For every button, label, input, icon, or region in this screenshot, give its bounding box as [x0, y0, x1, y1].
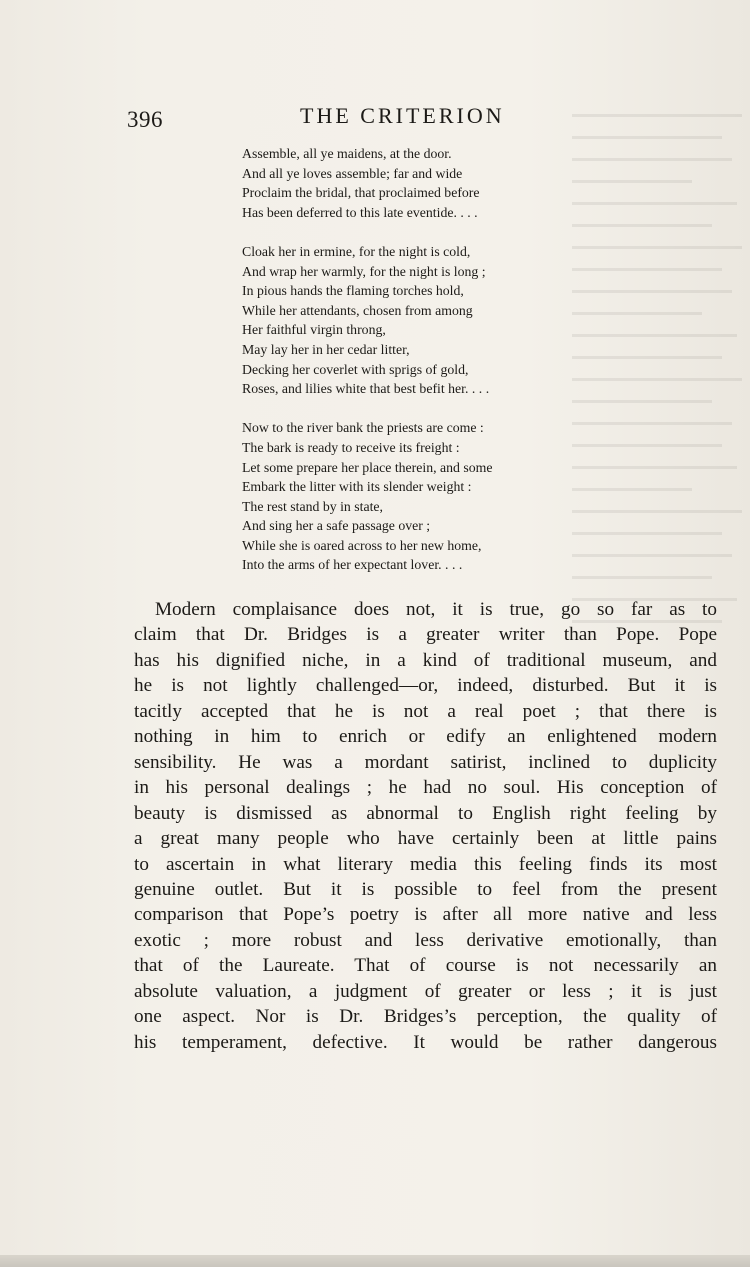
prose-line: exotic ; more robust and less derivative emotionally, than: [134, 929, 717, 951]
prose-line: claim that Dr. Bridges is a greater writer than Pope. Pope: [134, 624, 717, 646]
verse-line: Assemble, all ye maidens, at the door.: [242, 146, 452, 161]
prose-line: nothing in him to enrich or edify an enlightened modern: [134, 726, 717, 748]
body-paragraph: [134, 597, 717, 1055]
poem-stanza: [242, 418, 642, 575]
verse-line: Her faithful virgin throng,: [242, 322, 386, 338]
verse-line: The bark is ready to receive its freight :: [242, 439, 460, 455]
verse-line: Embark the litter with its slender weight :: [242, 479, 472, 495]
prose-line: a great many people who have certainly been at little pains: [134, 828, 717, 850]
page-header: [127, 103, 717, 135]
prose-line: he is not lightly challenged—or, indeed, disturbed. But it is: [134, 675, 717, 697]
prose-line: to ascertain in what literary media this feeling finds its most: [134, 853, 717, 875]
prose-line: sensibility. He was a mordant satirist, inclined to duplicity: [134, 751, 717, 773]
verse-line: And sing her a safe passage over ;: [242, 518, 431, 534]
verse-line: Cloak her in ermine, for the night is cold,: [242, 243, 471, 259]
prose-line: has his dignified niche, in a kind of traditional museum, and: [134, 649, 717, 671]
poem-stanza: [242, 144, 642, 222]
page-bottom-edge: [0, 1255, 750, 1267]
verse-line: Now to the river bank the priests are come :: [242, 420, 484, 436]
prose-line: absolute valuation, a judgment of greater or less ; it is just: [134, 980, 717, 1002]
verse-quotation: [242, 144, 642, 575]
prose-line: his temperament, defective. It would be rather dangerous: [134, 1031, 717, 1053]
verse-line: While she is oared across to her new home,: [242, 537, 482, 553]
page-number: 396: [127, 107, 163, 132]
prose-line: Modern complaisance does not, it is true, go so far as to: [155, 599, 717, 620]
verse-line: Has been deferred to this late eventide. . . .: [242, 204, 478, 220]
verse-line: May lay her in her cedar litter,: [242, 341, 410, 357]
verse-line: While her attendants, chosen from among: [242, 302, 473, 318]
prose-line: one aspect. Nor is Dr. Bridges’s perception, the quality of: [134, 1006, 717, 1028]
prose-line: in his personal dealings ; he had no soul. His conception of: [134, 777, 717, 799]
verse-line: And all ye loves assemble; far and wide: [242, 165, 463, 181]
verse-line: And wrap her warmly, for the night is long ;: [242, 263, 486, 279]
verse-line: Decking her coverlet with sprigs of gold,: [242, 361, 469, 377]
running-head: THE CRITERION: [300, 103, 505, 128]
prose-line: beauty is dismissed as abnormal to English right feeling by: [134, 802, 717, 824]
verse-line: Roses, and lilies white that best befit her. . . .: [242, 381, 490, 397]
verse-line: Let some prepare her place therein, and some: [242, 459, 493, 475]
prose-line: tacitly accepted that he is not a real poet ; that there is: [134, 700, 717, 722]
prose-line: genuine outlet. But it is possible to feel from the present: [134, 878, 717, 900]
prose-line: comparison that Pope’s poetry is after all more native and less: [134, 904, 717, 926]
verse-line: The rest stand by in state,: [242, 498, 384, 514]
verse-line: Proclaim the bridal, that proclaimed before: [242, 185, 480, 201]
verse-line: In pious hands the flaming torches hold,: [242, 283, 464, 299]
poem-stanza: [242, 242, 642, 399]
verse-line: Into the arms of her expectant lover. . . .: [242, 557, 463, 573]
prose-line: that of the Laureate. That of course is not necessarily an: [134, 955, 717, 977]
